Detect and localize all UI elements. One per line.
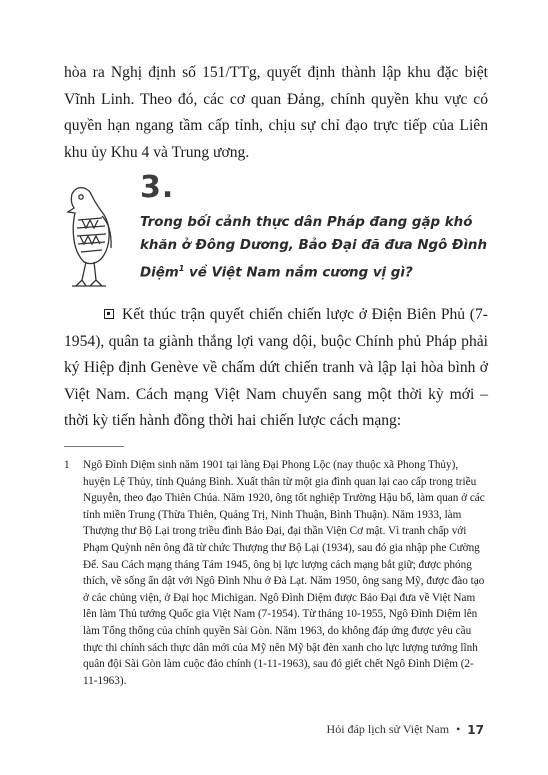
question-text-start: Trong bối cảnh thực dân Pháp đang gặp khó khăn ở Đông Dương, Bảo Đại đã đưa Ngô Đình Diệm [140, 215, 487, 281]
question-text-end: về Việt Nam nắm cương vị gì? [184, 265, 413, 281]
square-bullet-icon [104, 309, 114, 319]
footnote-divider [64, 446, 124, 447]
question-number: 3. [140, 170, 175, 205]
page-number: 17 [467, 722, 484, 737]
footnote-reference: 1 [178, 264, 185, 273]
bird-icon [62, 182, 114, 292]
footer-separator: • [456, 722, 461, 736]
footnote-number: 1 [64, 459, 70, 471]
footnote-text: Ngô Đình Diệm sinh năm 1901 tại làng Đại Phong Lộc (nay thuộc xã Phong Thủy), huyện Lệ Thủy, tỉnh Quảng Bình. Xuất thân từ một gia đình quan lại cao cấp trong triều Nguyễn, theo đạo Thiên Chúa. Năm 1920, ông tốt nghiệp Trường Hậu bổ, làm quan ở các tỉnh miền Trung (Thừa Thiên, Quảng Trị, Ninh Thuận, Bình Thuận). Năm 1933, làm Thượng thư Bộ Lại trong triều đình Bảo Đại, đại thần Viện Cơ mật. Vì tranh chấp với Phạm Quỳnh nên ông đã từ chức Thượng thư Bộ Lại (1934), sau đó gia nhập phe Cường Để. Sau Cách mạng tháng Tám 1945, ông bị lực lượng cách mạng bắt giữ; được phóng thích, về sống ẩn dật với Ngô Đình Nhu ở Đà Lạt. Năm 1950, ông sang Mỹ, được đào tạo ở các chủng viện, ở Đại học Michigan. Ngô Đình Diệm được Bảo Đại đưa về Việt Nam lên làm Thủ tướng Quốc gia Việt Nam (7-1954). Từ tháng 10-1955, Ngô Đình Diệm lên làm Tổng thống của chính quyền Sài Gòn. Năm 1963, do không đáp ứng được yêu cầu thực thi chính sách thực dân mới của Mỹ nên Mỹ bật đèn xanh cho lực lượng tướng lĩnh quân đội Sài Gòn làm cuộc đảo chính (1-11-1963), sau đó giết chết Ngô Đình Diệm (2-11-1963). [83, 459, 485, 687]
answer-text: Kết thúc trận quyết chiến chiến lược ở Điện Biên Phủ (7-1954), quân ta giành thắng lợi vang dội, buộc Chính phủ Pháp phải ký Hiệp định Genève về chấm dứt chiến tranh và lập lại hòa bình ở Việt Nam. Cách mạng Việt Nam chuyển sang một thời kỳ mới – thời kỳ tiến hành đồng thời hai chiến lược cách mạng: [64, 306, 488, 429]
body-paragraph-continued: hòa ra Nghị định số 151/TTg, quyết định thành lập khu đặc biệt Vĩnh Linh. Theo đó, các cơ quan Đảng, chính quyền khu vực có quyền hạn ngang tầm cấp tỉnh, chịu sự chỉ đạo trực tiếp của Liên khu ủy Khu 4 và Trung ương. [64, 64, 488, 161]
answer-paragraph [64, 302, 488, 435]
question-heading [140, 211, 510, 284]
book-title: Hỏi đáp lịch sử Việt Nam [326, 722, 450, 736]
page-footer [327, 722, 484, 737]
